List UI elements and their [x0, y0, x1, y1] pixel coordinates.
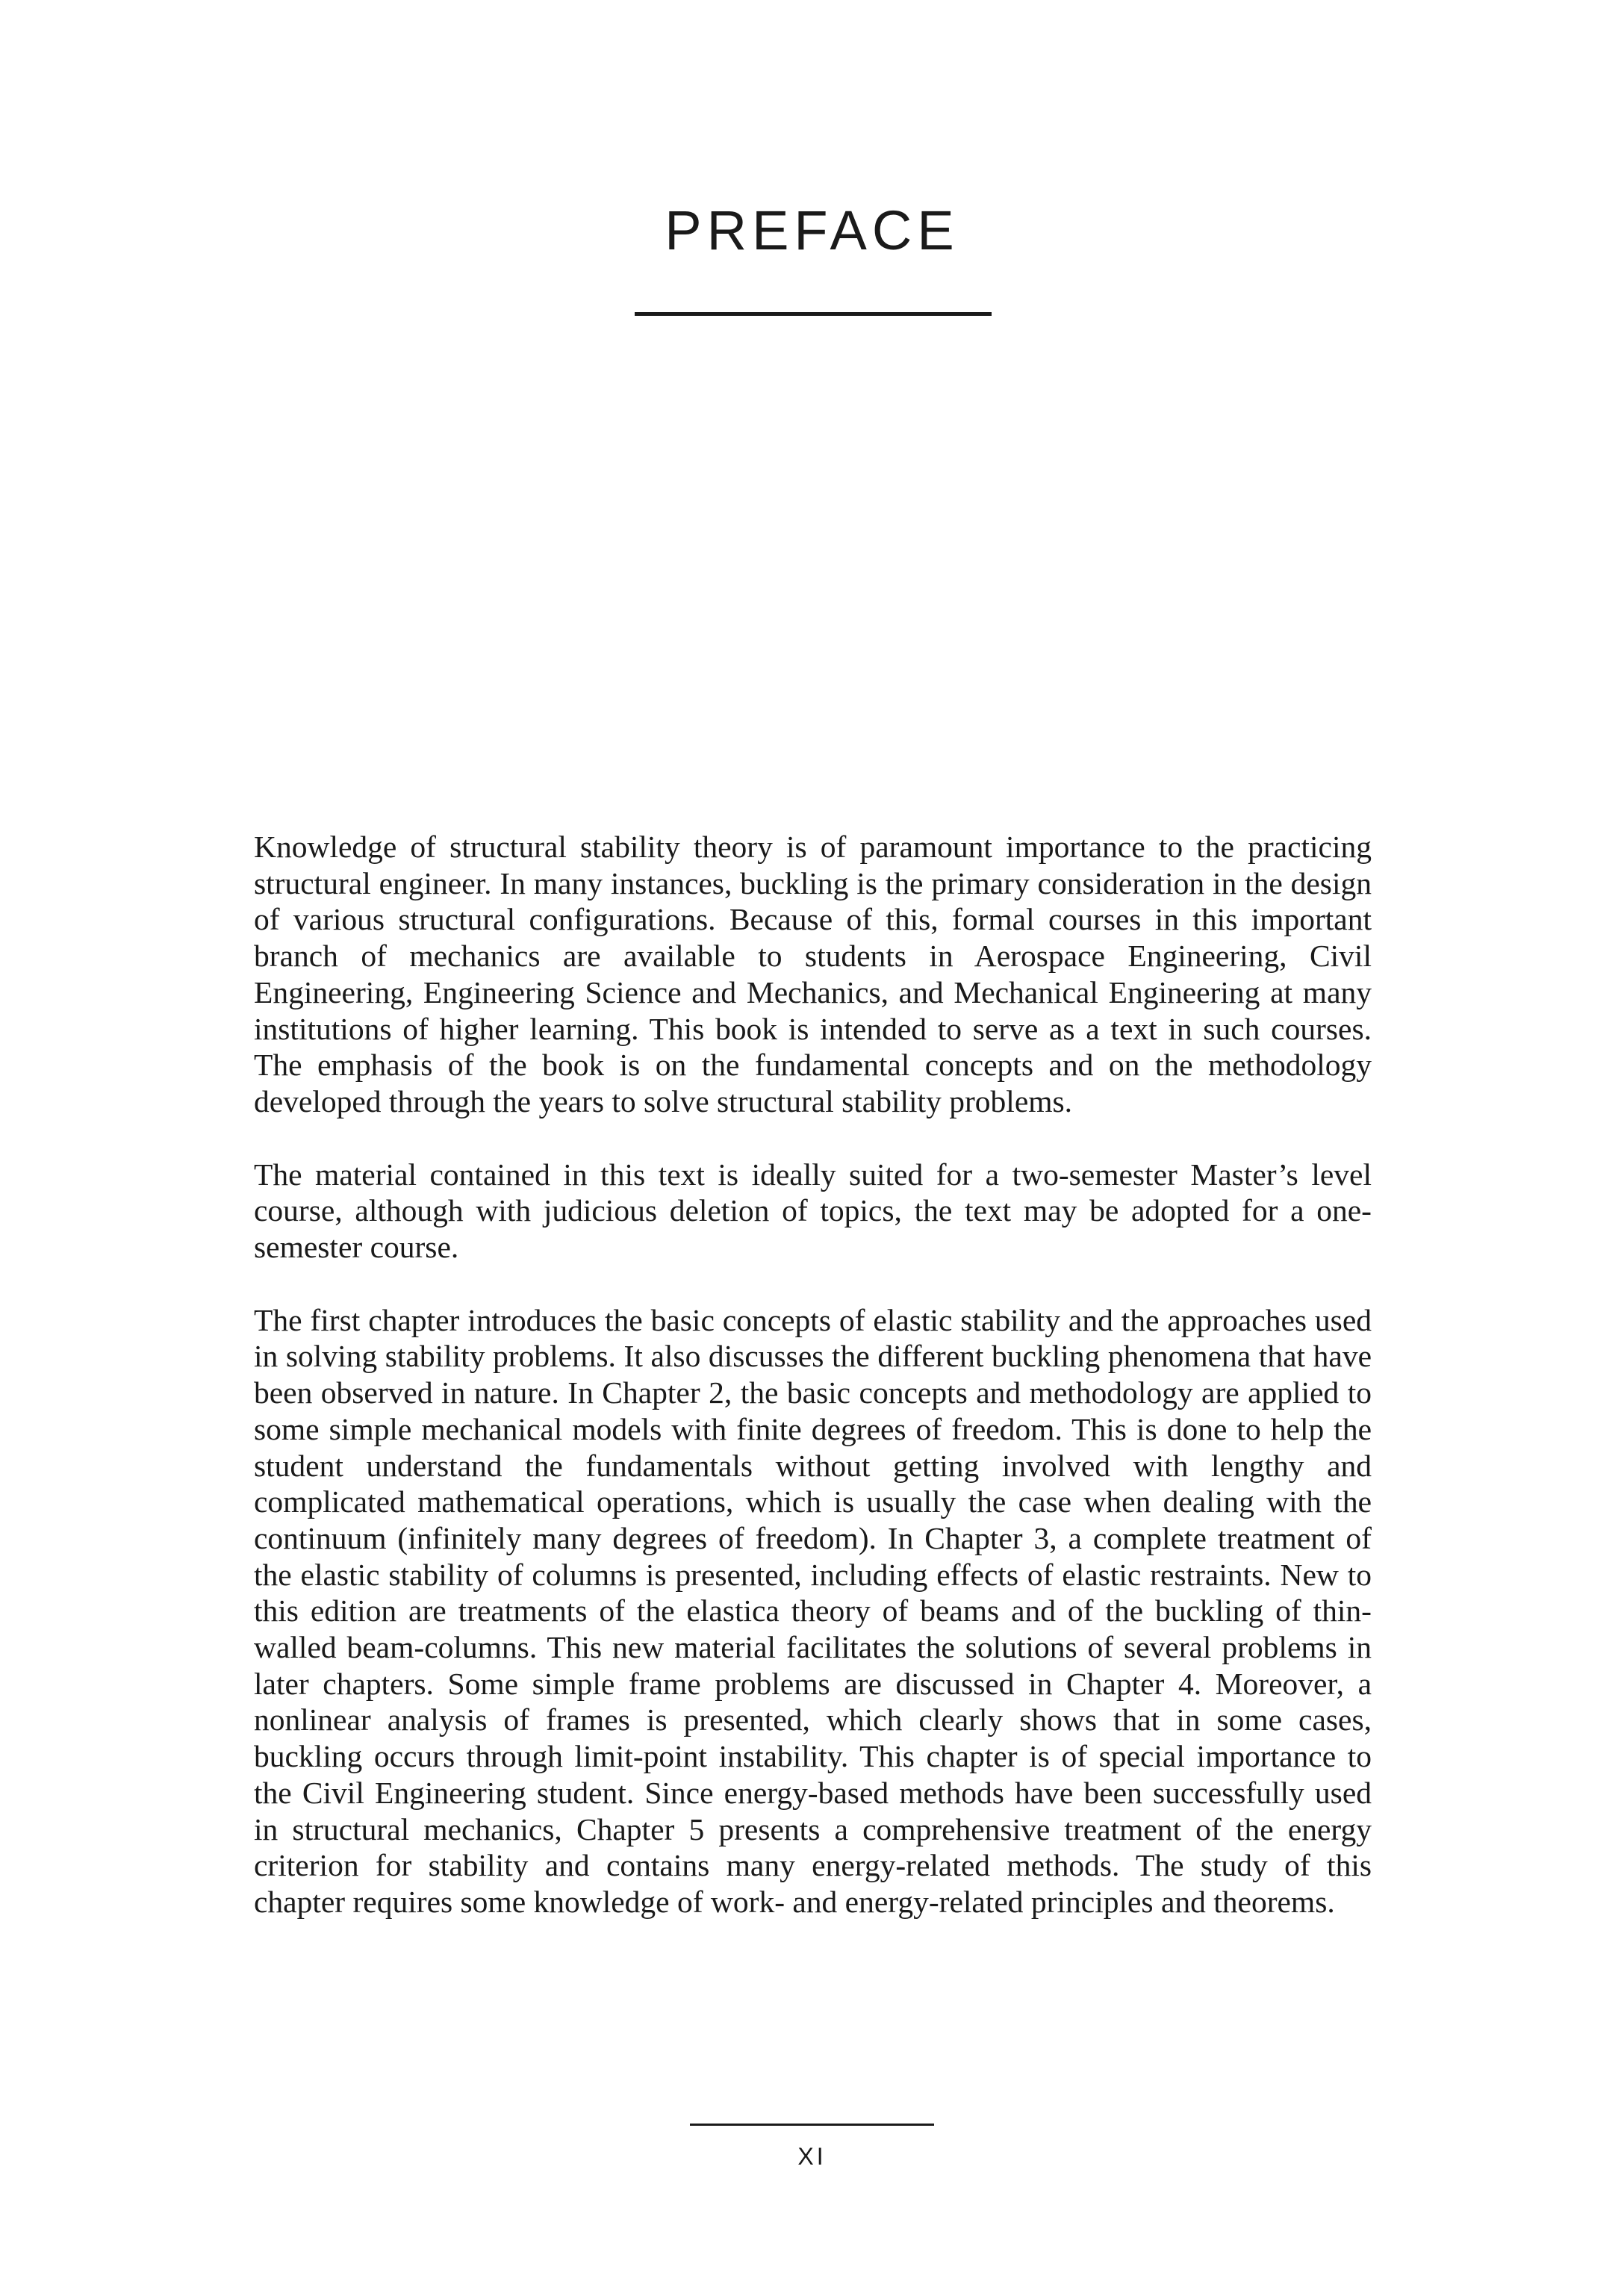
paragraph-chapter-overview: The first chapter introduces the basic concepts of elastic stability and the approaches used in solving stability problems. It also discusses the different buckling phenomena that have been observed in nature. In Chapter 2, the basic concepts and methodology are applied to some simple mechanical models with finite degrees of freedom. This is done to help the student understand the fundamentals without getting involved with lengthy and complicated mathematical operations, which is usually the case when dealing with the continuum (infinitely many degrees of freedom). In Chapter 3, a complete treatment of the elastic stability of columns is presented, including effects of elastic restraints. New to this edition are treatments of the elastica theory of beams and of the buckling of thin-walled beam-columns. This new material facilitates the solutions of several problems in later chapters. Some simple frame problems are discussed in Chapter 4. Moreover, a nonlinear analysis of frames is presented, which clearly shows that in some cases, buckling occurs through limit-point instability. This chapter is of special importance to the Civil Engineering student. Since energy-based methods have been successfully used in structural mechanics, Chapter 5 presents a comprehensive treatment of the energy criterion for stability and contains many energy-related methods. The study of this chapter requires some knowledge of work- and energy-related principles and theorems.: [254, 1302, 1372, 1919]
paragraph-course-scope: The material contained in this text is ideally suited for a two-semester Master’s level course, although with judicious deletion of topics, the text may be adopted for a one-semester course.: [254, 1157, 1372, 1265]
paragraph-intro: Knowledge of structural stability theory is of paramount importance to the practicing structural engineer. In many instances, buckling is the primary consideration in the design of various structural configurations. Because of this, formal courses in this important branch of mechanics are available to students in Aerospace Engineering, Civil Engineering, Engineering Science and Mechanics, and Mechanical Engineering at many institutions of higher learning. This book is intended to serve as a text in such courses. The emphasis of the book is on the fundamental concepts and on the methodology developed through the years to solve structural stability problems.: [254, 830, 1372, 1119]
preface-body: [254, 829, 1372, 1920]
page-number: XI: [797, 2143, 827, 2170]
footer-rule: [690, 2124, 934, 2126]
title-underline: [635, 312, 992, 316]
page-title: PREFACE: [665, 199, 959, 261]
